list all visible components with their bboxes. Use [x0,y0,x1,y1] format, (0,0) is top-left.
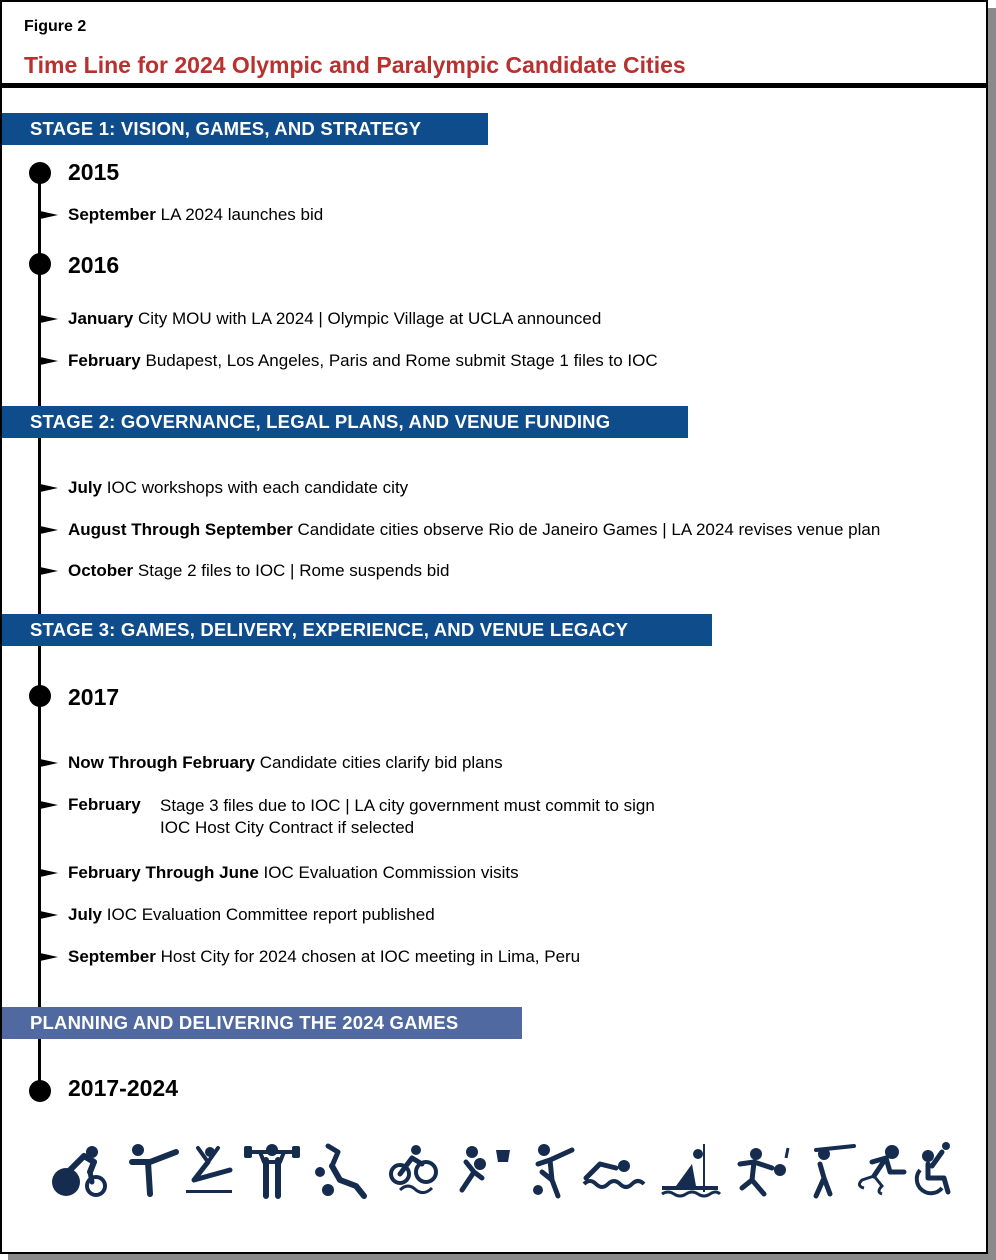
event-desc-line: IOC Host City Contract if selected [160,818,415,837]
event-date: February [68,795,141,814]
basketball-icon [456,1142,512,1200]
event-date: January [68,309,134,328]
event-item [68,561,449,581]
swimming-icon [582,1142,646,1200]
event-desc: IOC workshops with each candidate city [106,478,409,497]
stage-3-banner: STAGE 3: GAMES, DELIVERY, EXPERIENCE, AND VENUE LEGACY [2,614,712,646]
event-date: July [68,478,103,497]
event-date: Now Through February [68,753,255,772]
figure-title: Time Line for 2024 Olympic and Paralympic Candidate Cities [24,52,686,78]
year-marker-dot [29,1080,51,1102]
event-desc: Host City for 2024 chosen at IOC meeting in Lima, Peru [160,947,581,966]
event-item [68,863,519,883]
event-tick [40,759,58,767]
gymnastics-icon [184,1142,238,1200]
handball-icon [736,1142,796,1200]
event-desc: Candidate cities observe Rio de Janeiro Games | LA 2024 revises venue plan [297,520,881,539]
event-item [68,753,503,773]
year-2017: 2017 [68,684,120,710]
event-desc: City MOU with LA 2024 | Olympic Village at UCLA announced [137,309,602,328]
event-item [68,795,768,839]
event-date: February [68,351,141,370]
event-item [68,205,323,225]
event-desc: Stage 2 files to IOC | Rome suspends bid [137,561,450,580]
event-date: September [68,205,156,224]
judo-icon [312,1142,368,1200]
year-marker-dot [29,685,51,707]
event-date: September [68,947,156,966]
event-tick [40,869,58,877]
year-marker-dot [29,253,51,275]
triathlon-icon [386,1142,442,1200]
event-date: February Through June [68,863,259,882]
event-tick [40,484,58,492]
title-divider [2,83,986,88]
para-cycling-icon [50,1142,108,1200]
event-tick [40,953,58,961]
event-item [68,947,580,967]
event-desc: Candidate cities clarify bid plans [259,753,503,772]
year-2016: 2016 [68,252,120,278]
event-item [68,520,880,540]
event-item [68,478,408,498]
weightlifting-icon [242,1142,302,1200]
football-icon [530,1142,580,1200]
event-date: October [68,561,134,580]
event-tick [40,211,58,219]
year-marker-dot [29,162,51,184]
event-tick [40,911,58,919]
wheelchair-basketball-icon [910,1142,960,1200]
canoe-icon [660,1142,724,1200]
sport-icons-row [46,1142,956,1202]
event-desc [160,795,655,839]
event-item [68,309,601,329]
stage-2-banner: STAGE 2: GOVERNANCE, LEGAL PLANS, AND VENUE FUNDING [2,406,688,438]
taekwondo-icon [128,1142,182,1200]
event-date: July [68,905,103,924]
event-date: August Through September [68,520,293,539]
event-desc: IOC Evaluation Committee report published [106,905,435,924]
planning-banner: PLANNING AND DELIVERING THE 2024 GAMES [2,1007,522,1039]
event-item [68,905,435,925]
event-desc: LA 2024 launches bid [160,205,324,224]
para-athletics-icon [852,1142,912,1200]
event-tick [40,526,58,534]
event-desc: IOC Evaluation Commission visits [263,863,519,882]
event-tick [40,801,58,809]
year-2015: 2015 [68,159,120,185]
event-tick [40,357,58,365]
event-tick [40,567,58,575]
stage-1-banner: STAGE 1: VISION, GAMES, AND STRATEGY [2,113,488,145]
year-2017-2024: 2017-2024 [68,1075,178,1101]
event-item [68,351,658,371]
event-desc-line: Stage 3 files due to IOC | LA city government must commit to sign [160,796,655,815]
event-desc: Budapest, Los Angeles, Paris and Rome submit Stage 1 files to IOC [145,351,658,370]
figure-label: Figure 2 [24,18,87,35]
event-tick [40,315,58,323]
